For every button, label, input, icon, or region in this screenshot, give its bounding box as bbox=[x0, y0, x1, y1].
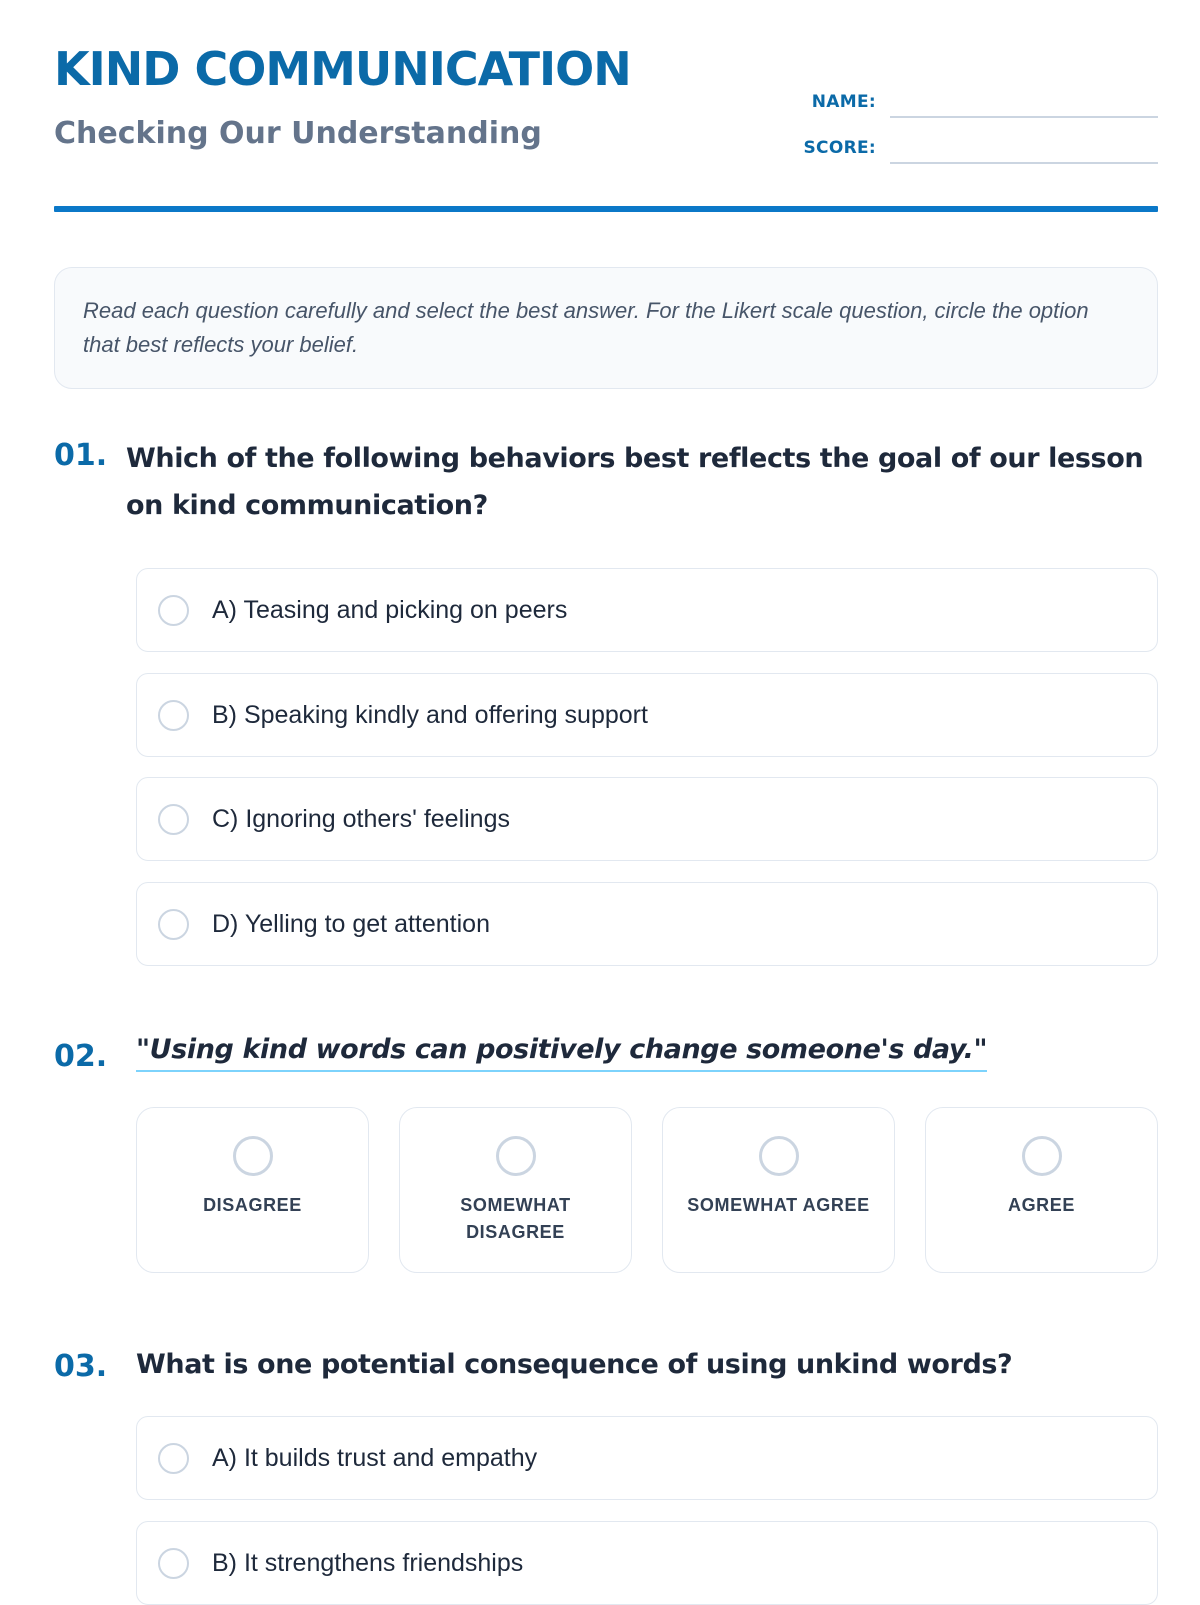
instructions-box bbox=[54, 267, 1158, 389]
page-subtitle: Checking Our Understanding bbox=[54, 116, 542, 151]
header bbox=[54, 0, 1158, 214]
question-number: 03. bbox=[54, 1349, 108, 1384]
radio-button[interactable] bbox=[158, 700, 189, 731]
name-field bbox=[778, 78, 1158, 118]
instructions-text: Read each question carefully and select the best answer. For the Likert scale question, circle the option that best reflects your belief. bbox=[83, 298, 1089, 357]
radio-button[interactable] bbox=[158, 1548, 189, 1579]
option-label: B) It strengthens friendships bbox=[212, 1549, 524, 1577]
score-field bbox=[778, 124, 1158, 164]
option-label: A) It builds trust and empathy bbox=[212, 1444, 538, 1472]
likert-label: AGREE bbox=[1007, 1195, 1075, 1215]
header-divider bbox=[54, 206, 1158, 212]
question-text: What is one potential consequence of using unkind words? bbox=[136, 1349, 1013, 1380]
likert-option-somewhat-agree[interactable] bbox=[662, 1107, 895, 1273]
score-input-line[interactable] bbox=[890, 162, 1158, 164]
radio-button[interactable] bbox=[158, 1443, 189, 1474]
name-label: NAME: bbox=[811, 92, 876, 112]
answer-option-b[interactable] bbox=[136, 1521, 1158, 1605]
radio-button[interactable] bbox=[158, 595, 189, 626]
quiz-page bbox=[54, 0, 1158, 1577]
option-label: D) Yelling to get attention bbox=[212, 910, 490, 938]
page-title: KIND COMMUNICATION bbox=[54, 42, 631, 96]
question-number: 02. bbox=[54, 1039, 108, 1074]
answer-option-c[interactable] bbox=[136, 777, 1158, 861]
likert-option-somewhat-disagree[interactable] bbox=[399, 1107, 632, 1273]
option-label: C) Ignoring others' feelings bbox=[212, 805, 510, 833]
score-label: SCORE: bbox=[803, 138, 876, 158]
likert-label: SOMEWHAT DISAGREE bbox=[460, 1195, 571, 1242]
radio-button[interactable] bbox=[233, 1136, 273, 1176]
radio-button[interactable] bbox=[158, 909, 189, 940]
likert-label: DISAGREE bbox=[203, 1195, 302, 1215]
answer-option-d[interactable] bbox=[136, 882, 1158, 966]
radio-button[interactable] bbox=[496, 1136, 536, 1176]
likert-statement: "Using kind words can positively change someone's day." bbox=[136, 1030, 987, 1072]
question-number: 01. bbox=[54, 438, 108, 473]
radio-button[interactable] bbox=[158, 804, 189, 835]
option-label: B) Speaking kindly and offering support bbox=[212, 701, 648, 729]
answer-option-a[interactable] bbox=[136, 568, 1158, 652]
answer-option-a[interactable] bbox=[136, 1416, 1158, 1500]
radio-button[interactable] bbox=[759, 1136, 799, 1176]
likert-option-disagree[interactable] bbox=[136, 1107, 369, 1273]
likert-label: SOMEWHAT AGREE bbox=[687, 1195, 870, 1215]
question-text: Which of the following behaviors best reflects the goal of our lesson on kind communication? bbox=[126, 443, 1144, 521]
name-input-line[interactable] bbox=[890, 116, 1158, 118]
radio-button[interactable] bbox=[1022, 1136, 1062, 1176]
likert-option-agree[interactable] bbox=[925, 1107, 1158, 1273]
answer-option-b[interactable] bbox=[136, 673, 1158, 757]
option-label: A) Teasing and picking on peers bbox=[212, 596, 568, 624]
